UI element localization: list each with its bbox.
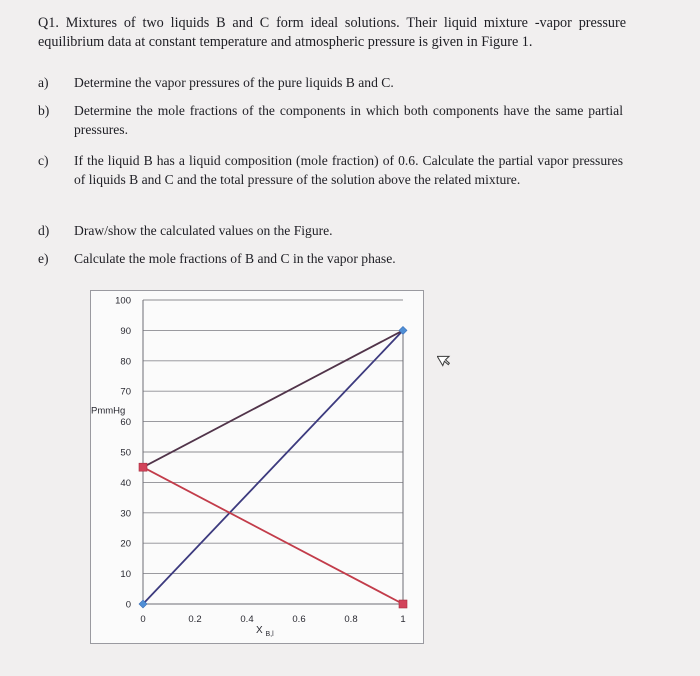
- part-text: Determine the vapor pressures of the pure liquids B and C.: [74, 75, 394, 90]
- mouse-cursor-icon: [437, 351, 453, 369]
- y-tick-label: 90: [120, 325, 131, 337]
- y-tick-label: 80: [120, 356, 131, 368]
- x-tick-label: 0: [140, 614, 146, 625]
- y-tick-label: 0: [125, 599, 131, 611]
- part-text: Calculate the mole fractions of B and C in the vapor phase.: [74, 251, 396, 266]
- x-tick-label: 0.8: [344, 614, 358, 625]
- y-tick-label: 50: [120, 447, 131, 459]
- x-tick-label: 1: [400, 614, 406, 625]
- part-text: Determine the mole fractions of the components in which both components have the same partial pressures.: [74, 103, 623, 137]
- x-axis-label-subscript: B,l: [265, 631, 274, 638]
- question-part-b: [38, 101, 623, 139]
- x-tick-label: 0.2: [188, 614, 202, 625]
- series-lines: [143, 330, 403, 604]
- part-label: d): [38, 223, 50, 238]
- question-part-a: [38, 73, 623, 92]
- y-tick-label: 20: [120, 538, 131, 550]
- y-tick-label: 40: [120, 477, 131, 489]
- part-label: e): [38, 251, 49, 266]
- gridlines: [143, 300, 403, 574]
- part-label: b): [38, 103, 50, 118]
- series-line-p-c: [143, 467, 403, 604]
- x-tick-labels: [140, 614, 405, 625]
- y-tick-label: 100: [115, 295, 131, 307]
- part-label: a): [38, 75, 49, 90]
- x-axis-label-main: X: [256, 625, 263, 636]
- part-label: c): [38, 153, 49, 168]
- x-axis-label: [256, 625, 274, 638]
- x-tick-label: 0.6: [292, 614, 306, 625]
- vapor-pressure-chart: [91, 291, 425, 645]
- question-part-e: [38, 249, 623, 268]
- y-tick-label: 70: [120, 386, 131, 398]
- figure-1: [90, 290, 424, 644]
- part-text: Draw/show the calculated values on the Figure.: [74, 223, 333, 238]
- y-axis-label: PmmHg: [91, 405, 126, 417]
- y-tick-labels: [115, 296, 131, 611]
- y-tick-label: 30: [120, 508, 131, 520]
- x-tick-label: 0.4: [240, 614, 254, 625]
- series-line-p-total: [143, 330, 403, 467]
- question-title: Q1. Mixtures of two liquids B and C form ideal solutions. Their liquid mixture -vapor pressure equilibrium data at constant temperature and atmospheric pressure is given in Figure 1.: [38, 15, 626, 50]
- data-point-marker: [139, 463, 147, 471]
- part-text: If the liquid B has a liquid composition (mole fraction) of 0.6. Calculate the partial vapor pressures of liquids B and C and the total pressure of the solution above the related mixture.: [74, 153, 623, 187]
- question-part-c: [38, 151, 623, 189]
- series-line-p-b: [143, 330, 403, 604]
- data-point-marker: [399, 600, 407, 608]
- y-tick-label: 10: [120, 569, 131, 581]
- question-part-d: [38, 221, 623, 240]
- y-tick-label: 60: [120, 417, 131, 429]
